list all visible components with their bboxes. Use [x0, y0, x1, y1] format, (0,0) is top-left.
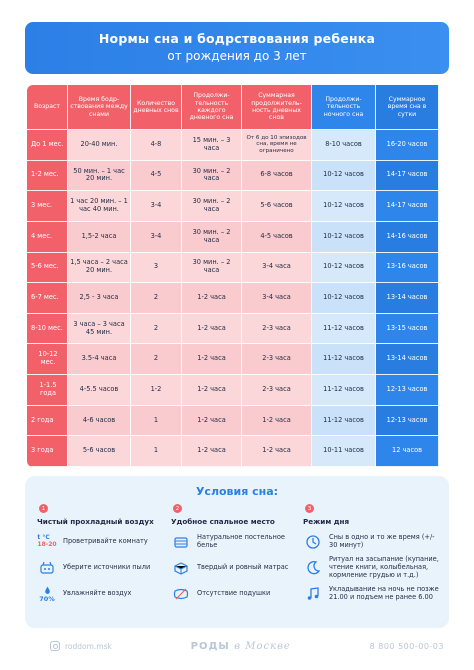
table-cell: 16-20 часов [376, 130, 439, 161]
list-item [171, 584, 303, 604]
table-cell: 4-5.5 часов [68, 375, 131, 406]
column-header: Время бодр-ствования между снами [68, 85, 131, 130]
row-age-label: 3 мес. [27, 191, 68, 222]
item-text: Проветривайте комнату [63, 537, 148, 546]
table-cell: 5-6 часов [68, 436, 131, 467]
sleep-conditions-panel [25, 476, 449, 628]
sleep-norms-table [27, 85, 449, 467]
instagram-icon [50, 641, 60, 651]
table-cell: 10-12 часов [312, 283, 376, 314]
table-cell: 1-2 часа [242, 406, 312, 437]
item-text: Отсутствие подушки [197, 589, 271, 598]
table-cell: 30 мин. – 2 часа [182, 253, 242, 284]
column-header: Суммарная продолжитель-ность дневных снов [242, 85, 312, 130]
table-cell: 1 [131, 436, 182, 467]
table-cell: 10-11 часов [312, 436, 376, 467]
dust-icon [37, 559, 57, 577]
row-age-label: 1-1.5 года [27, 375, 68, 406]
table-cell: 4-5 [131, 161, 182, 192]
table-cell: 11-12 часов [312, 375, 376, 406]
phone-number[interactable]: 8 800 500-00-03 [369, 641, 444, 651]
brand-logo: РОДЫ в Москве [190, 640, 291, 652]
column-heading: Чистый прохладный воздух [37, 517, 154, 526]
table-cell: 3-4 часа [242, 253, 312, 284]
table-cell: 15 мин. – 3 часа [182, 130, 242, 161]
table-cell: 13-14 часов [376, 283, 439, 314]
page-subtitle: от рождения до 3 лет [167, 49, 307, 63]
table-cell: От 6 до 10 эпизодов сна, время не ограничено [242, 130, 312, 161]
table-cell: 11-12 часов [312, 344, 376, 375]
title-banner [25, 22, 449, 74]
humidity-icon: 70% [37, 585, 57, 603]
row-age-label: 8-10 мес. [27, 314, 68, 345]
music-icon [303, 585, 323, 603]
item-text: Натуральное постельное белье [197, 533, 285, 549]
list-item [303, 555, 443, 579]
table-cell: 30 мин. – 2 часа [182, 161, 242, 192]
table-cell: 2,5 - 3 часа [68, 283, 131, 314]
table-cell: 3-4 часа [242, 283, 312, 314]
row-age-label: 5-6 мес. [27, 253, 68, 284]
list-item [303, 584, 443, 604]
table-cell: 13-16 часов [376, 253, 439, 284]
table-cell: 14-16 часов [376, 222, 439, 253]
table-cell: 10-12 часов [312, 253, 376, 284]
row-age-label: 3 года [27, 436, 68, 467]
item-text: Увлажняйте воздух [63, 589, 132, 598]
column-header: Суммарное время сна в сутки [376, 85, 439, 130]
table-cell: 1-2 [131, 375, 182, 406]
table-cell: 4-6 часов [68, 406, 131, 437]
table-cell: 6-8 часов [242, 161, 312, 192]
table-cell: 3 [131, 253, 182, 284]
table-cell: 2-3 часа [242, 375, 312, 406]
table-cell: 12 часов [376, 436, 439, 467]
conditions-title: Условия сна: [195, 485, 279, 498]
row-age-label: 6-7 мес. [27, 283, 68, 314]
table-cell: 8-10 часов [312, 130, 376, 161]
table-cell: 1,5 часа – 2 часа 20 мин. [68, 253, 131, 284]
column-header: Возраст [27, 85, 68, 130]
list-item [37, 558, 169, 578]
table-cell: 3.5-4 часа [68, 344, 131, 375]
row-age-label: 4 мес. [27, 222, 68, 253]
table-cell: 30 мин. – 2 часа [182, 222, 242, 253]
item-text: Укладывание на ночь не позже 21.00 и подъем не ранее 6.00 [329, 585, 439, 601]
step-number: 2 [173, 504, 182, 513]
row-age-label: 10-12 мес. [27, 344, 68, 375]
table-cell: 11-12 часов [312, 406, 376, 437]
column-header: Продолжи-тельность ночного сна [312, 85, 376, 130]
item-text: Ритуал на засыпание (купание, чтение книги, колыбельная, кормление грудью и т.д.) [329, 555, 439, 579]
table-cell: 3 часа – 3 часа 45 мин. [68, 314, 131, 345]
table-cell: 1,5-2 часа [68, 222, 131, 253]
table-cell: 4-5 часов [242, 222, 312, 253]
table-cell: 2 [131, 344, 182, 375]
table-cell: 3-4 [131, 222, 182, 253]
table-cell: 12-13 часов [376, 375, 439, 406]
item-text: Уберите источники пыли [63, 563, 151, 572]
list-item [171, 558, 303, 578]
instagram-link[interactable]: roddom.msk [50, 641, 112, 651]
column-header: Продолжи-тельность каждого дневного сна [182, 85, 242, 130]
table-cell: 14-17 часов [376, 161, 439, 192]
list-item [37, 584, 169, 604]
table-cell: 3-4 [131, 191, 182, 222]
table-cell: 1-2 часа [182, 436, 242, 467]
list-item [303, 532, 443, 552]
table-cell: 1-2 часа [182, 314, 242, 345]
table-cell: 2 [131, 314, 182, 345]
table-cell: 50 мин. – 1 час 20 мин. [68, 161, 131, 192]
row-age-label: До 1 мес. [27, 130, 68, 161]
column-heading: Удобное спальное место [171, 517, 275, 526]
table-cell: 1-2 часа [182, 375, 242, 406]
conditions-column-bed [171, 504, 303, 604]
table-cell: 10-12 часов [312, 222, 376, 253]
column-heading: Режим дня [303, 517, 350, 526]
table-cell: 20-40 мин. [68, 130, 131, 161]
thermometer-icon: t °C 18-20 [37, 534, 57, 548]
no-pillow-icon [171, 585, 191, 603]
step-number: 3 [305, 504, 314, 513]
list-item [171, 532, 303, 552]
bedding-icon [171, 533, 191, 551]
table-cell: 1 [131, 406, 182, 437]
table-cell: 1-2 часа [182, 406, 242, 437]
table-cell: 5-6 часов [242, 191, 312, 222]
list-item [37, 532, 169, 552]
table-cell: 2-3 часа [242, 314, 312, 345]
column-header: Количество дневных снов [131, 85, 182, 130]
table-cell: 1-2 часа [242, 436, 312, 467]
table-cell: 11-12 часов [312, 314, 376, 345]
step-number: 1 [39, 504, 48, 513]
item-text: Сны в одно и то же время (+/- 30 минут) [329, 533, 435, 549]
moon-icon [303, 559, 323, 577]
footer [50, 638, 444, 654]
table-cell: 1 час 20 мин. – 1 час 40 мин. [68, 191, 131, 222]
table-cell: 2 [131, 283, 182, 314]
row-age-label: 1-2 мес. [27, 161, 68, 192]
item-text: Твердый и ровный матрас [197, 563, 289, 572]
table-cell: 30 мин. – 2 часа [182, 191, 242, 222]
row-age-label: 2 года [27, 406, 68, 437]
table-cell: 2-3 часа [242, 344, 312, 375]
table-cell: 13-15 часов [376, 314, 439, 345]
table-cell: 10-12 часов [312, 191, 376, 222]
table-cell: 10-12 часов [312, 161, 376, 192]
table-cell: 12-13 часов [376, 406, 439, 437]
table-cell: 14-17 часов [376, 191, 439, 222]
mattress-icon [171, 559, 191, 577]
table-cell: 1-2 часа [182, 283, 242, 314]
conditions-column-routine [303, 504, 443, 604]
table-cell: 1-2 часа [182, 344, 242, 375]
conditions-column-air [37, 504, 169, 604]
page-title: Нормы сна и бодрствования ребенка [98, 31, 376, 46]
clock-icon [303, 533, 323, 551]
table-cell: 4-8 [131, 130, 182, 161]
table-cell: 13-14 часов [376, 344, 439, 375]
